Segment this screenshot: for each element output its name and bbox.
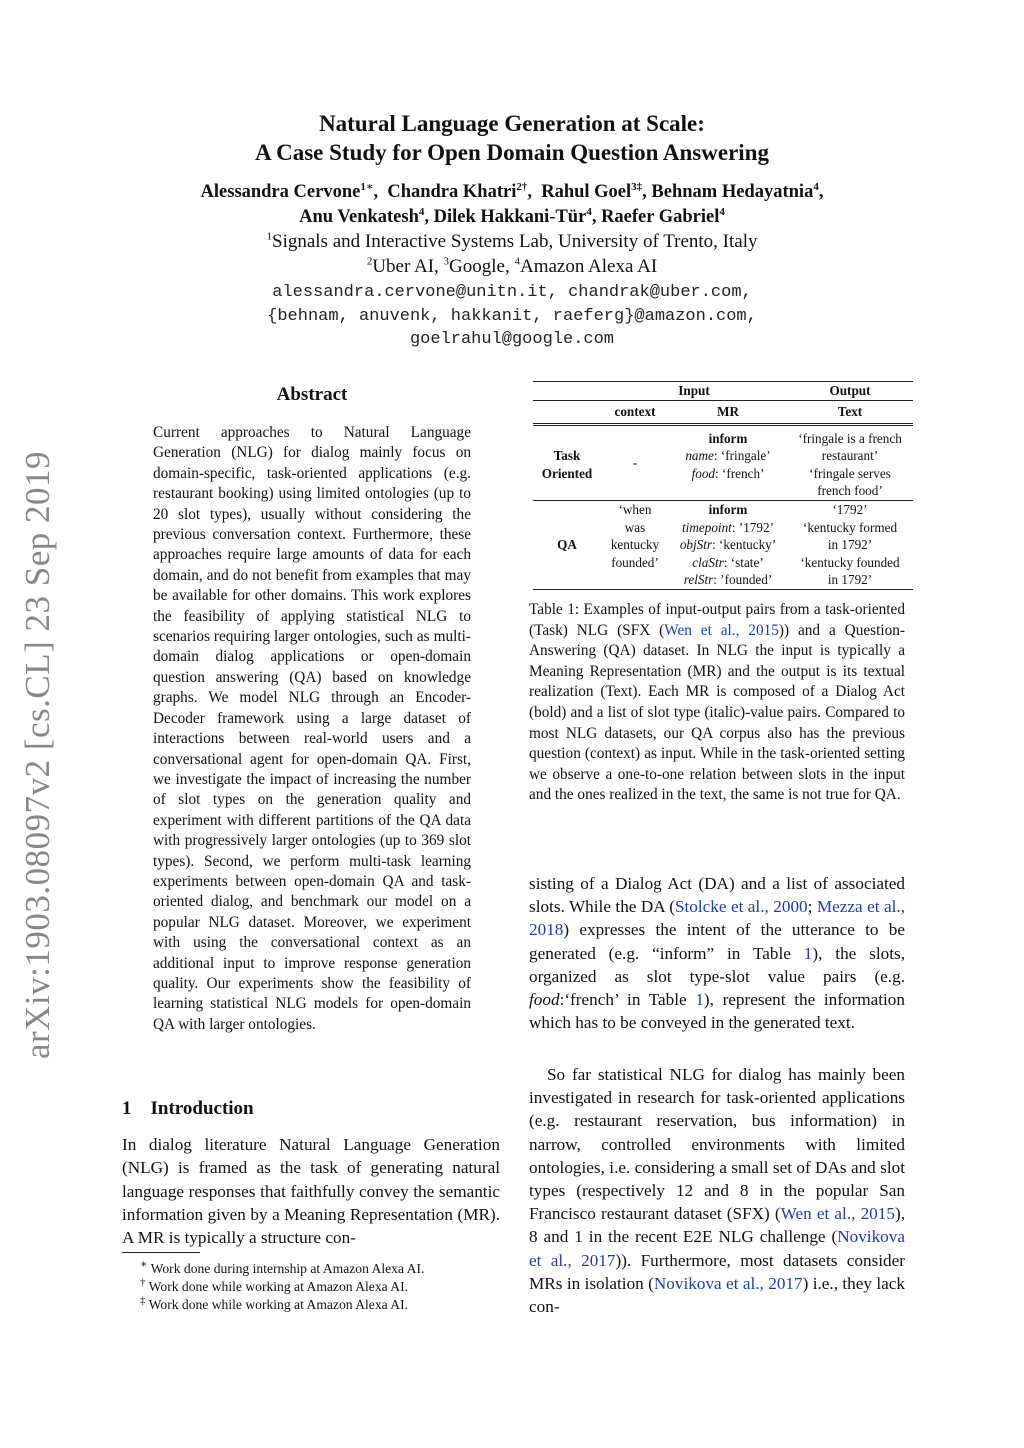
- slot-type: food: [529, 990, 560, 1010]
- footnote-text: Work done while working at Amazon Alexa AI.: [148, 1279, 409, 1294]
- footnote-mark: †: [140, 1276, 146, 1289]
- slot-value: : ‘french’: [715, 465, 765, 481]
- affiliation-line-2: [0, 256, 1024, 278]
- slot-value: : ‘fringale’: [713, 448, 771, 464]
- author-name: Raefer Gabriel: [601, 207, 720, 227]
- citation-link[interactable]: Novikova et al., 2017: [653, 1273, 803, 1293]
- row-context: [601, 500, 669, 589]
- paper-title-line1: Natural Language Generation at Scale:: [319, 111, 705, 136]
- affiliation-sup: 1: [266, 230, 272, 243]
- table-1: [533, 381, 913, 590]
- citation-link[interactable]: Mezza et al., 2018: [529, 897, 905, 940]
- author-name: Dilek Hakkani-Tür: [433, 207, 587, 227]
- citation-link[interactable]: Wen et al., 2015: [780, 1204, 895, 1224]
- citation-link[interactable]: Wen et al., 2015: [664, 621, 779, 639]
- output-text-line: in 1792’: [827, 572, 873, 588]
- row-label: QA: [557, 537, 577, 553]
- author-line-2: Anu Venkatesh$^4$, Dilek Hakkani-Tür$^4$, Raefer Gabriel$^4$: [299, 205, 725, 227]
- output-text-line: ‘fringale is a french: [798, 430, 902, 446]
- author-name: Rahul Goel: [541, 182, 632, 202]
- author-name: Anu Venkatesh: [299, 207, 419, 227]
- body-text: ), represent the information which has to be conveyed in the generated text.: [529, 990, 905, 1033]
- author-sup: 4: [813, 180, 819, 193]
- body-text: sisting of a Dialog Act (DA) and a list of associated slots. While the DA (: [529, 874, 905, 917]
- author-sup: 3‡: [631, 180, 643, 193]
- table-row-qa: [533, 500, 913, 589]
- dialog-act: inform: [708, 501, 748, 517]
- body-text: ) i.e., they lack con-: [529, 1273, 905, 1317]
- affiliation-sup: 4: [514, 255, 520, 268]
- output-text-line: in 1792’: [827, 537, 873, 553]
- abstract-heading: Abstract: [276, 384, 348, 405]
- output-text-line: restaurant’: [821, 448, 879, 464]
- row-mr: [669, 500, 787, 589]
- citation-link[interactable]: Novikova et al., 2017: [529, 1227, 905, 1270]
- footnote-item: [140, 1260, 500, 1278]
- table-header-text: Text: [837, 403, 863, 419]
- slot-type: claStr: [692, 554, 724, 570]
- slot-value: : ‘state’: [723, 554, 764, 570]
- table-ref-link[interactable]: 1: [803, 943, 813, 963]
- footnote-text: Work done during internship at Amazon Alexa AI.: [150, 1261, 425, 1276]
- author-sup: 2†: [516, 180, 528, 193]
- affiliation-text: Signals and Interactive Systems Lab, University of Trento, Italy: [272, 231, 758, 252]
- body-text: :‘french’ in Table: [559, 990, 696, 1010]
- introduction-body: In dialog literature Natural Language Generation (NLG) is framed as the task of generating natural language responses that faithfully convey the semantic information given by a Meaning Representation (MR). A MR is typically a structure con-: [122, 1135, 500, 1248]
- author-sup: 4: [719, 205, 725, 218]
- slot-type: food: [691, 465, 716, 481]
- row-text: [787, 500, 913, 589]
- row-mr: [669, 424, 787, 500]
- body-text: ), the slots, organized as slot type-slot value pairs (e.g.: [529, 943, 905, 986]
- section-heading-introduction: [122, 1098, 254, 1120]
- row-text: [787, 424, 913, 500]
- body-text: ;: [807, 897, 817, 917]
- email-line-2: {behnam, anuvenk, hakkanit, raeferg}@amazon.com,: [267, 307, 757, 326]
- footnote-text: Work done while working at Amazon Alexa AI.: [148, 1297, 409, 1312]
- citation-link[interactable]: Stolcke et al., 2000: [674, 897, 808, 917]
- context-line: founded’: [611, 554, 659, 570]
- paper-title-line2: A Case Study for Open Domain Question Answering: [255, 140, 769, 165]
- output-text-line: ‘fringale serves: [809, 465, 891, 481]
- section-number: 1: [122, 1098, 132, 1119]
- output-text-line: ‘1792’: [832, 501, 868, 517]
- slot-type: objStr: [679, 537, 713, 553]
- abstract-body: Current approaches to Natural Language Generation (NLG) for dialog mainly focus on domain-specific, task-oriented applications (e.g. restaurant booking) using limited ontologies (up to 20 slot types), usually without considering the previous conversation context. Furthermore, these approaches require large amounts of data for each domain, and do not benefit from examples that may be available for other domains. This work explores the feasibility of applying statistical NLG to scenarios requiring larger ontologies, such as multi-domain dialog applications or open-domain question answering (QA) based on knowledge graphs. We model NLG through an Encoder-Decoder framework using a large dataset of interactions between real-world users and a conversational agent for open-domain QA. First, we investigate the impact of increasing the number of slot types on the generation quality and experiment with different partitions of the QA data with progressively larger ontologies (up to 369 slot types). Second, we perform multi-task learning experiments between open-domain QA and task-oriented dialog, and benchmark our model on a popular NLG dataset. Moreover, we experiment with using the conversational context as an additional input to improve response generation quality. Our experiments show the feasibility of learning statistical NLG models for open-domain QA with larger ontologies.: [153, 424, 471, 1033]
- affiliation-line-1: [0, 231, 1024, 253]
- row-label-line: Oriented: [541, 465, 593, 481]
- author-sup: 1∗: [360, 180, 374, 193]
- body-text: So far statistical NLG for dialog has mainly been investigated in research for task-oriented applications (e.g. restaurant reservation, bus information) in narrow, controlled environments with limited ontologies, i.e. considering a small set of DAs and slot types (respectively 12 and 8 in the popular San Francisco restaurant dataset (SFX) (: [529, 1065, 905, 1224]
- author-name: Behnam Hedayatnia: [651, 182, 814, 202]
- author-sup: 4: [418, 205, 425, 218]
- arxiv-stamp: [6, 450, 70, 1060]
- table-header-mr: MR: [717, 403, 739, 419]
- slot-value: : ’founded’: [713, 572, 773, 588]
- body-text: ), 8 and 1 in the recent E2E NLG challenge (: [529, 1204, 905, 1247]
- section-title: Introduction: [150, 1098, 254, 1119]
- author-name: Alessandra Cervone: [200, 182, 361, 202]
- footnote-mark: ∗: [140, 1258, 148, 1271]
- footnote-item: [140, 1278, 500, 1296]
- slot-type: relStr: [683, 572, 714, 588]
- slot-type: name: [685, 448, 714, 464]
- affiliation-sup: 3: [443, 255, 450, 268]
- footnote-rule: [122, 1252, 200, 1253]
- author-sup: 4: [586, 205, 592, 218]
- footnote-mark: ‡: [140, 1294, 146, 1307]
- table-caption: [529, 600, 905, 806]
- table-header-context: context: [614, 403, 656, 419]
- right-paragraph-2: [529, 1063, 905, 1318]
- context-line: ‘when: [618, 501, 652, 517]
- right-paragraph-1: [529, 872, 905, 1034]
- row-context: -: [632, 454, 638, 470]
- affiliation-text: Google,: [449, 256, 515, 277]
- dialog-act: inform: [708, 430, 748, 446]
- affiliation-sup: 2: [366, 255, 373, 268]
- email-line-3: goelrahul@google.com: [409, 330, 615, 349]
- table-ref-link[interactable]: 1: [695, 990, 704, 1010]
- affiliation-text: Uber AI,: [372, 256, 444, 277]
- row-label-line: Task: [553, 448, 581, 464]
- footnotes: [140, 1260, 500, 1314]
- slot-type: timepoint: [682, 519, 732, 535]
- affiliation-text: Amazon Alexa AI: [519, 256, 658, 277]
- table-row-task-oriented: [533, 424, 913, 500]
- output-text-line: french food’: [817, 483, 883, 499]
- arxiv-stamp-text: arXiv:1903.08097v2 [cs.CL] 23 Sep 2019: [18, 450, 57, 1060]
- footnote-item: [140, 1296, 500, 1314]
- row-label: [533, 424, 601, 500]
- context-line: kentucky: [610, 537, 660, 553]
- table-header-output: Output: [829, 383, 871, 398]
- caption-text: )) and a Question-Answering (QA) dataset. In NLG the input is typically a Meaning Representation (MR) and the output is its textual realization (Text). Each MR is composed of a Dialog Act (bold) and a list of slot type (italic)-value pairs. Compared to most NLG datasets, our QA corpus also has the previous question (context) as input. While in the task-oriented setting we observe a one-to-one relation between slots in the input and the ones realized in the text, the same is not true for QA.: [529, 621, 905, 804]
- body-text: ) expresses the intent of the utterance to be generated (e.g. “inform” in Table: [529, 920, 905, 963]
- email-line-1: alessandra.cervone@unitn.it, chandrak@uber.com,: [272, 283, 752, 302]
- author-name: Chandra Khatri: [387, 182, 517, 202]
- context-line: was: [624, 519, 646, 535]
- slot-value: : ‘kentucky’: [712, 537, 777, 553]
- author-line-1: Alessandra Cervone$^{1∗}$, Chandra Khatri$^{2\dagger}$, Rahul Goel$^{3\ddagger}$, Behnam Hedayatnia$^4$,: [200, 180, 824, 202]
- table-header-input: Input: [678, 383, 710, 398]
- body-text: )). Furthermore, most datasets consider MRs in isolation (: [529, 1250, 905, 1293]
- output-text-line: ‘kentucky formed: [802, 519, 898, 535]
- caption-text: Table 1: Examples of input-output pairs from a task-oriented (Task) NLG (SFX (: [529, 601, 905, 639]
- output-text-line: ‘kentucky founded: [800, 554, 900, 570]
- slot-value: : ’1792’: [731, 519, 774, 535]
